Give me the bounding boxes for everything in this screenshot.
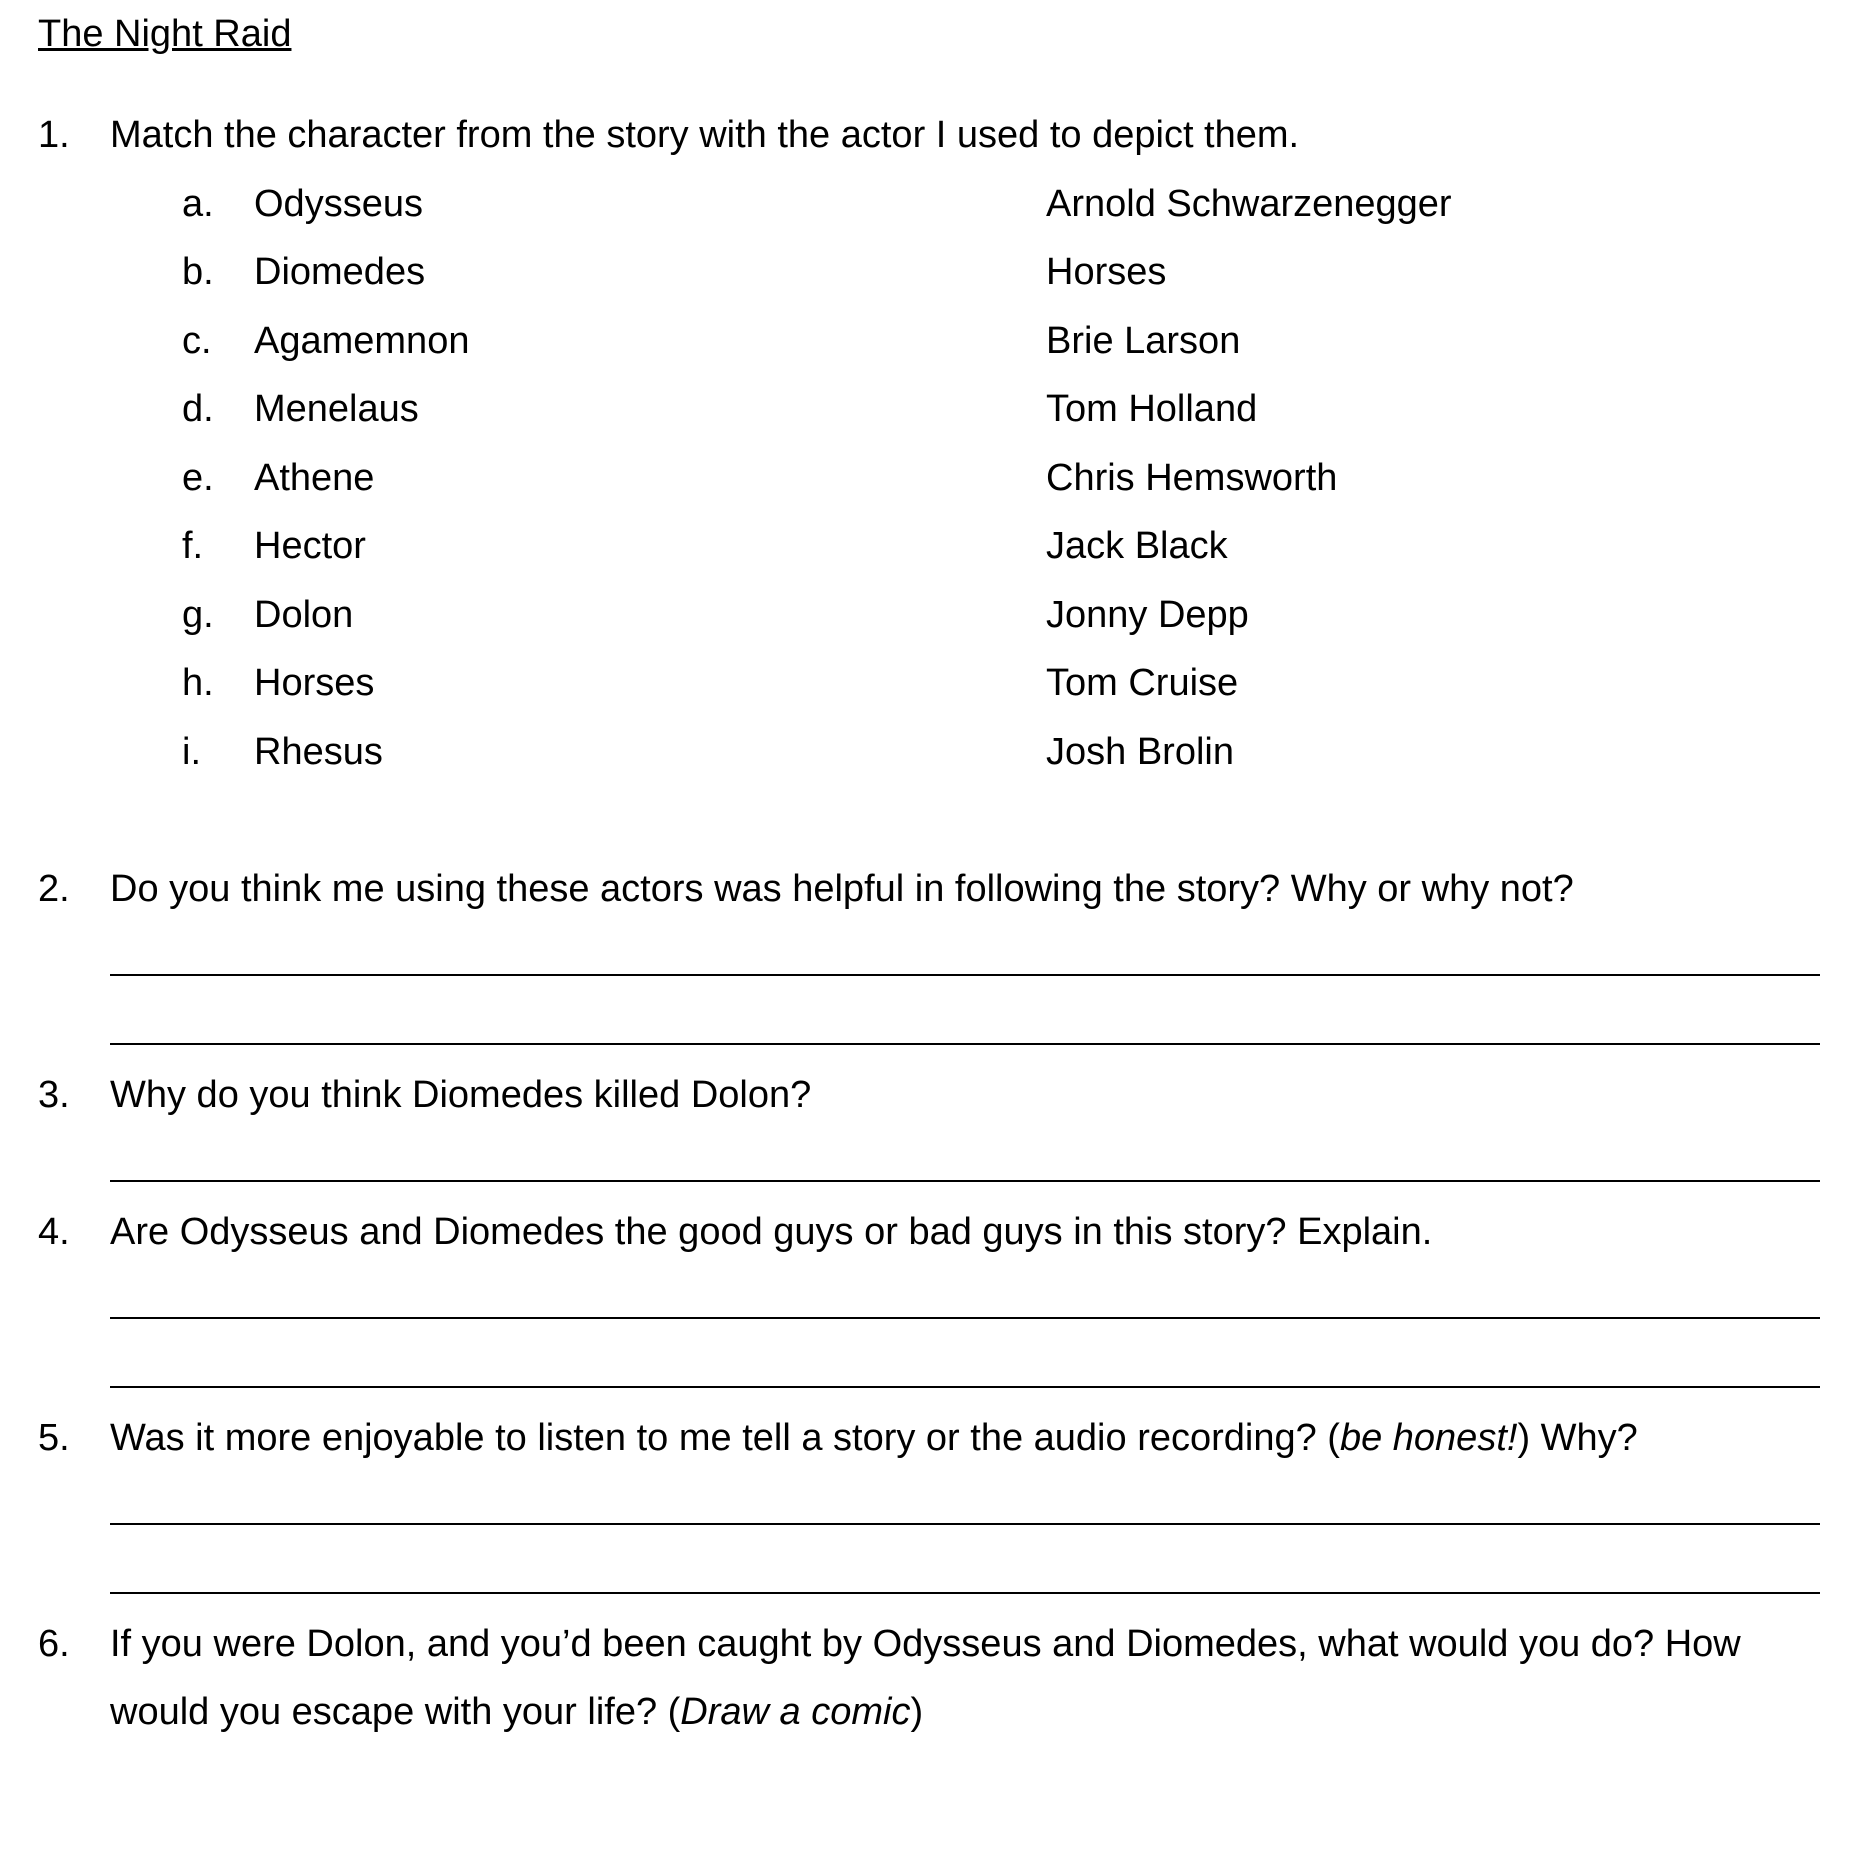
character-name: Dolon xyxy=(254,594,354,636)
question-6-italic: Draw a comic xyxy=(680,1691,911,1733)
list-item-letter: a. xyxy=(182,183,214,225)
question-5-number: 5. xyxy=(38,1417,70,1459)
character-name: Horses xyxy=(254,662,375,704)
list-item-letter: i. xyxy=(182,731,201,773)
character-name: Agamemnon xyxy=(254,320,470,362)
list-item-letter: h. xyxy=(182,662,214,704)
page-title: The Night Raid xyxy=(38,13,292,55)
answer-line[interactable] xyxy=(110,1592,1820,1594)
character-name: Menelaus xyxy=(254,388,419,430)
actor-name: Tom Cruise xyxy=(1046,662,1239,704)
answer-line[interactable] xyxy=(110,1317,1820,1319)
question-4-text: Are Odysseus and Diomedes the good guys or bad guys in this story? Explain. xyxy=(110,1211,1433,1253)
question-6-text-end: ) xyxy=(910,1691,924,1733)
character-name: Diomedes xyxy=(254,251,426,293)
actor-name: Chris Hemsworth xyxy=(1046,457,1338,499)
question-5-italic: be honest! xyxy=(1339,1417,1518,1459)
question-1-text: Match the character from the story with the actor I used to depict them. xyxy=(110,114,1300,156)
list-item-letter: c. xyxy=(182,320,212,362)
actor-name: Jack Black xyxy=(1046,525,1228,567)
question-6-text-start: would you escape with your life? ( xyxy=(110,1691,681,1733)
question-2-text: Do you think me using these actors was helpful in following the story? Why or why not? xyxy=(110,868,1574,910)
question-3-text: Why do you think Diomedes killed Dolon? xyxy=(110,1074,812,1116)
actor-name: Jonny Depp xyxy=(1046,594,1249,636)
list-item-letter: d. xyxy=(182,388,214,430)
list-item-letter: e. xyxy=(182,457,214,499)
answer-line[interactable] xyxy=(110,1180,1820,1182)
character-name: Odysseus xyxy=(254,183,423,225)
question-5-text-start: Was it more enjoyable to listen to me tell a story or the audio recording? ( xyxy=(110,1417,1340,1459)
answer-line[interactable] xyxy=(110,974,1820,976)
question-4-number: 4. xyxy=(38,1211,70,1253)
answer-line[interactable] xyxy=(110,1043,1820,1045)
question-6-line-1: If you were Dolon, and you’d been caught by Odysseus and Diomedes, what would you do? How xyxy=(110,1623,1741,1665)
actor-name: Brie Larson xyxy=(1046,320,1241,362)
question-6-line-2 xyxy=(110,1690,923,1734)
character-name: Athene xyxy=(254,457,375,499)
character-name: Hector xyxy=(254,525,366,567)
question-6-number: 6. xyxy=(38,1623,70,1665)
actor-name: Horses xyxy=(1046,251,1167,293)
list-item-letter: b. xyxy=(182,251,214,293)
question-1-number: 1. xyxy=(38,114,70,156)
list-item-letter: f. xyxy=(182,525,204,567)
question-3-number: 3. xyxy=(38,1074,70,1116)
actor-name: Arnold Schwarzenegger xyxy=(1046,183,1452,225)
answer-line[interactable] xyxy=(110,1386,1820,1388)
question-2-number: 2. xyxy=(38,868,70,910)
answer-line[interactable] xyxy=(110,1523,1820,1525)
question-5-text-end: ) Why? xyxy=(1517,1417,1638,1459)
character-name: Rhesus xyxy=(254,731,383,773)
question-5-text xyxy=(110,1416,1638,1460)
actor-name: Tom Holland xyxy=(1046,388,1258,430)
actor-name: Josh Brolin xyxy=(1046,731,1234,773)
list-item-letter: g. xyxy=(182,594,214,636)
